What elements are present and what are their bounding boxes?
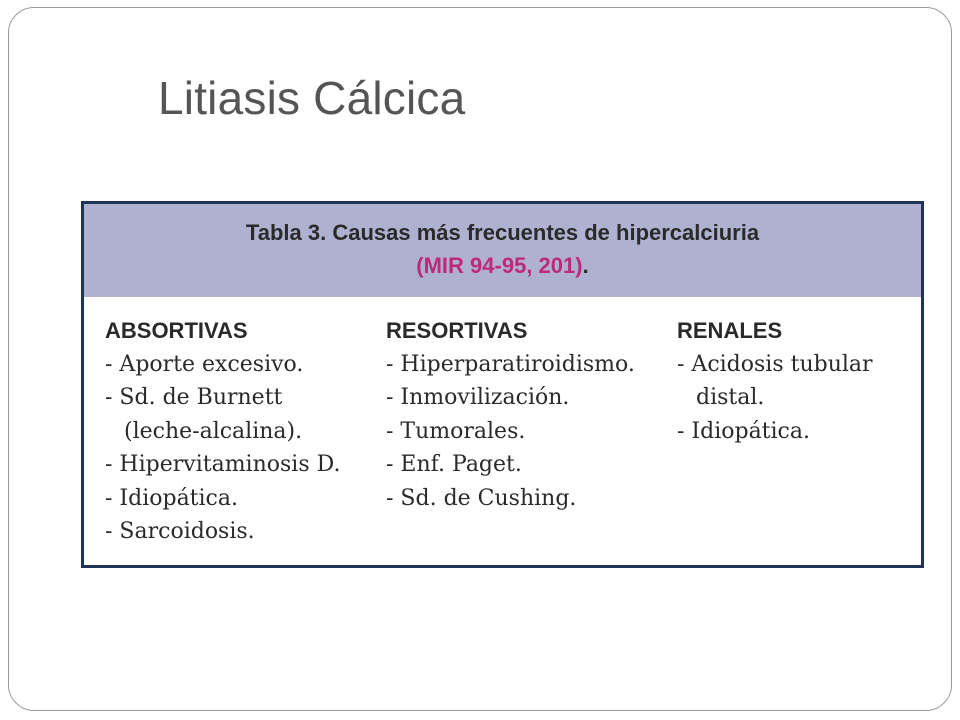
list-item-continuation: (leche-alcalina). [124, 418, 303, 444]
list-item: - Idiopática. [677, 418, 810, 444]
list-item: - Aporte excesivo. [105, 351, 304, 377]
hypercalciuria-table-figure [81, 201, 924, 568]
column-absortivas [105, 314, 340, 549]
table-header [84, 204, 921, 297]
column-heading-resortivas: RESORTIVAS [386, 318, 528, 343]
slide [8, 7, 952, 711]
list-item: - Hipervitaminosis D. [105, 452, 341, 477]
list-item: - Sarcoidosis. [105, 519, 255, 544]
column-heading-absortivas: ABSORTIVAS [105, 318, 248, 343]
list-item: - Acidosis tubular [677, 351, 873, 377]
slide-title: Litiasis Cálcica [158, 72, 466, 124]
list-item: - Idiopática. [105, 485, 238, 511]
table-caption-period: . [582, 253, 589, 278]
list-item-continuation: distal. [696, 385, 765, 410]
list-item: - Tumorales. [386, 418, 526, 444]
list-item: - Hiperparatiroidismo. [386, 351, 635, 377]
column-heading-renales: RENALES [677, 318, 783, 343]
table-caption-reference: (MIR 94-95, 201) [416, 253, 583, 278]
list-item: - Enf. Paget. [386, 452, 522, 477]
list-item: - Sd. de Cushing. [386, 485, 577, 511]
column-renales [677, 314, 873, 448]
list-item: - Sd. de Burnett [105, 385, 283, 410]
table-caption: Tabla 3. Causas más frecuentes de hipercalciuria [245, 220, 760, 245]
list-item: - Inmovilización. [386, 385, 570, 410]
column-resortivas [386, 314, 635, 515]
